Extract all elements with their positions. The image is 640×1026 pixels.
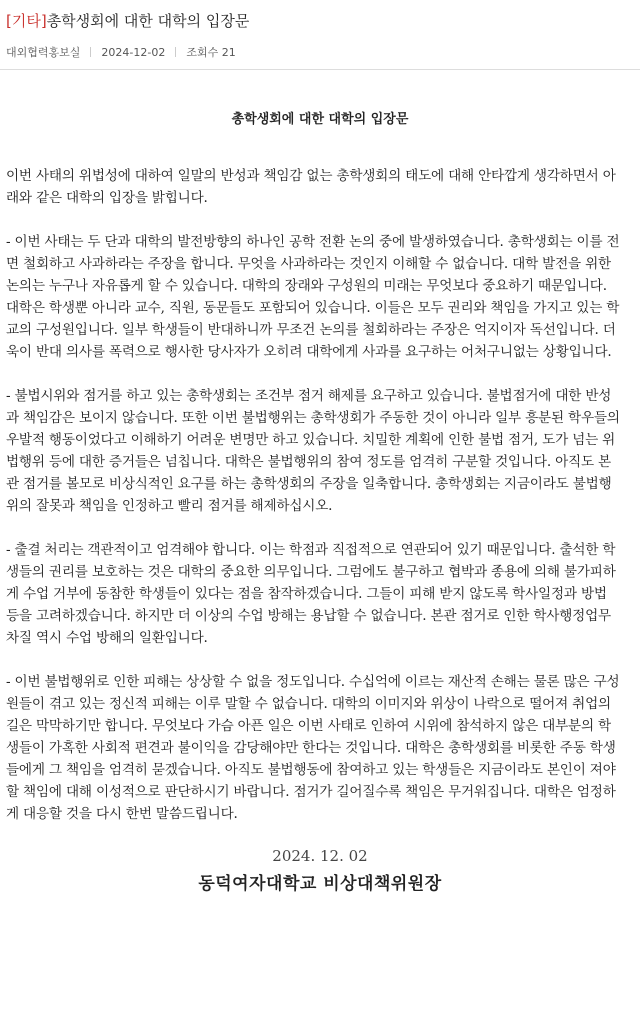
post-title-text: 총학생회에 대한 대학의 입장문 (46, 12, 250, 30)
post-date: 2024-12-02 (101, 45, 166, 59)
meta-divider (175, 47, 176, 57)
post-category: [기타] (6, 12, 47, 30)
paragraph: - 출결 처리는 객관적이고 엄격해야 합니다. 이는 학점과 직접적으로 연관되어 있기 때문입니다. 출석한 학생들의 권리를 보호하는 것은 대학의 중요한 의무입니다. 그럼에도 불구하고 협박과 종용에 의해 불가피하게 수업 거부에 동참한 학생들이 있다는 점을 참작하겠습니다. 그들이 피해 받지 않도록 학사일정과 방법 등을 고려하겠습니다. 하지만 더 이상의 수업 방해는 용납할 수 없습니다. 본관 점거로 인한 학사행정업무 차질 역시 수업 방해의 일환입니다. (6, 542, 616, 646)
paragraph: 이번 사태의 위법성에 대하여 일말의 반성과 책임감 없는 총학생회의 태도에 대해 안타깝게 생각하면서 아래와 같은 대학의 입장을 밝힙니다. (6, 168, 616, 206)
paragraph: - 이번 불법행위로 인한 피해는 상상할 수 없을 정도입니다. 수십억에 이르는 재산적 손해는 물론 많은 구성원들이 겪고 있는 정신적 피해는 이루 말할 수 없습니다. 대학의 이미지와 위상이 나락으로 떨어져 취업의 길은 막막하기만 합니다. 무엇보다 가슴 아픈 일은 이번 사태로 인하여 시위에 참석하지 않은 대부분의 학생들이 가혹한 사회적 편견과 불이익을 감당해야만 한다는 것입니다. 대학은 총학생회를 비롯한 주동 학생들에게 그 책임을 엄격히 묻겠습니다. 아직도 불법행동에 참여하고 있는 학생들은 지금이라도 본인이 져야 할 책임에 대해 이성적으로 판단하시기 바랍니다. 점거가 길어질수록 책임은 무거워집니다. 대학은 엄정하게 대응할 것을 다시 한번 말씀드립니다. (6, 674, 620, 822)
post-views: 조회수 21 (186, 46, 236, 59)
post-author: 대외협력홍보실 (6, 46, 81, 59)
paragraph: - 불법시위와 점거를 하고 있는 총학생회는 조건부 점거 해제를 요구하고 있습니다. 불법점거에 대한 반성과 책임감은 보이지 않습니다. 또한 이번 불법행위는 총학생회가 주동한 것이 아니라 일부 흥분된 학우들의 우발적 행동이었다고 이해하기 어려운 변명만 하고 있습니다. 치밀한 계획에 인한 불법 점거, 도가 넘는 위법행위 등에 대한 증거들은 넘칩니다. 대학은 불법행위의 참여 정도를 엄격히 구분할 것입니다. 아직도 본관 점거를 볼모로 비상식적인 요구를 하는 총학생회의 주장을 일축합니다. 총학생회는 지금이라도 불법행위의 잘못과 책임을 인정하고 빨리 점거를 해제하십시오. (6, 388, 620, 514)
post-meta (6, 44, 634, 60)
document-date: 2024. 12. 02 (272, 847, 368, 865)
document-footer (0, 847, 640, 894)
document-signature: 동덕여자대학교 비상대책위원장 (198, 874, 442, 894)
paragraph: - 이번 사태는 두 단과 대학의 발전방향의 하나인 공학 전환 논의 중에 발생하였습니다. 총학생회는 이를 전면 철회하고 사과하라는 주장을 합니다. 무엇을 사과하라는 것인지 이해할 수 없습니다. 대학 발전을 위한 논의는 누구나 자유롭게 할 수 있습니다. 대학의 장래와 구성원의 미래는 무엇보다 중요하기 때문입니다. 대학은 학생뿐 아니라 교수, 직원, 동문들도 포함되어 있습니다. 이들은 모두 권리와 책임을 가지고 있는 학교의 구성원입니다. 일부 학생들이 반대하니까 무조건 논의를 철회하라는 주장은 억지이자 독선입니다. 더욱이 반대 의사를 폭력으로 행사한 당사자가 오히려 대학에게 사과를 요구하는 어처구니없는 상황입니다. (6, 234, 620, 360)
post-title (6, 10, 634, 32)
post-content (0, 108, 640, 894)
document-body (0, 165, 640, 825)
document-title: 총학생회에 대한 대학의 입장문 (231, 112, 409, 127)
meta-divider (90, 47, 91, 57)
post-header (0, 0, 640, 70)
